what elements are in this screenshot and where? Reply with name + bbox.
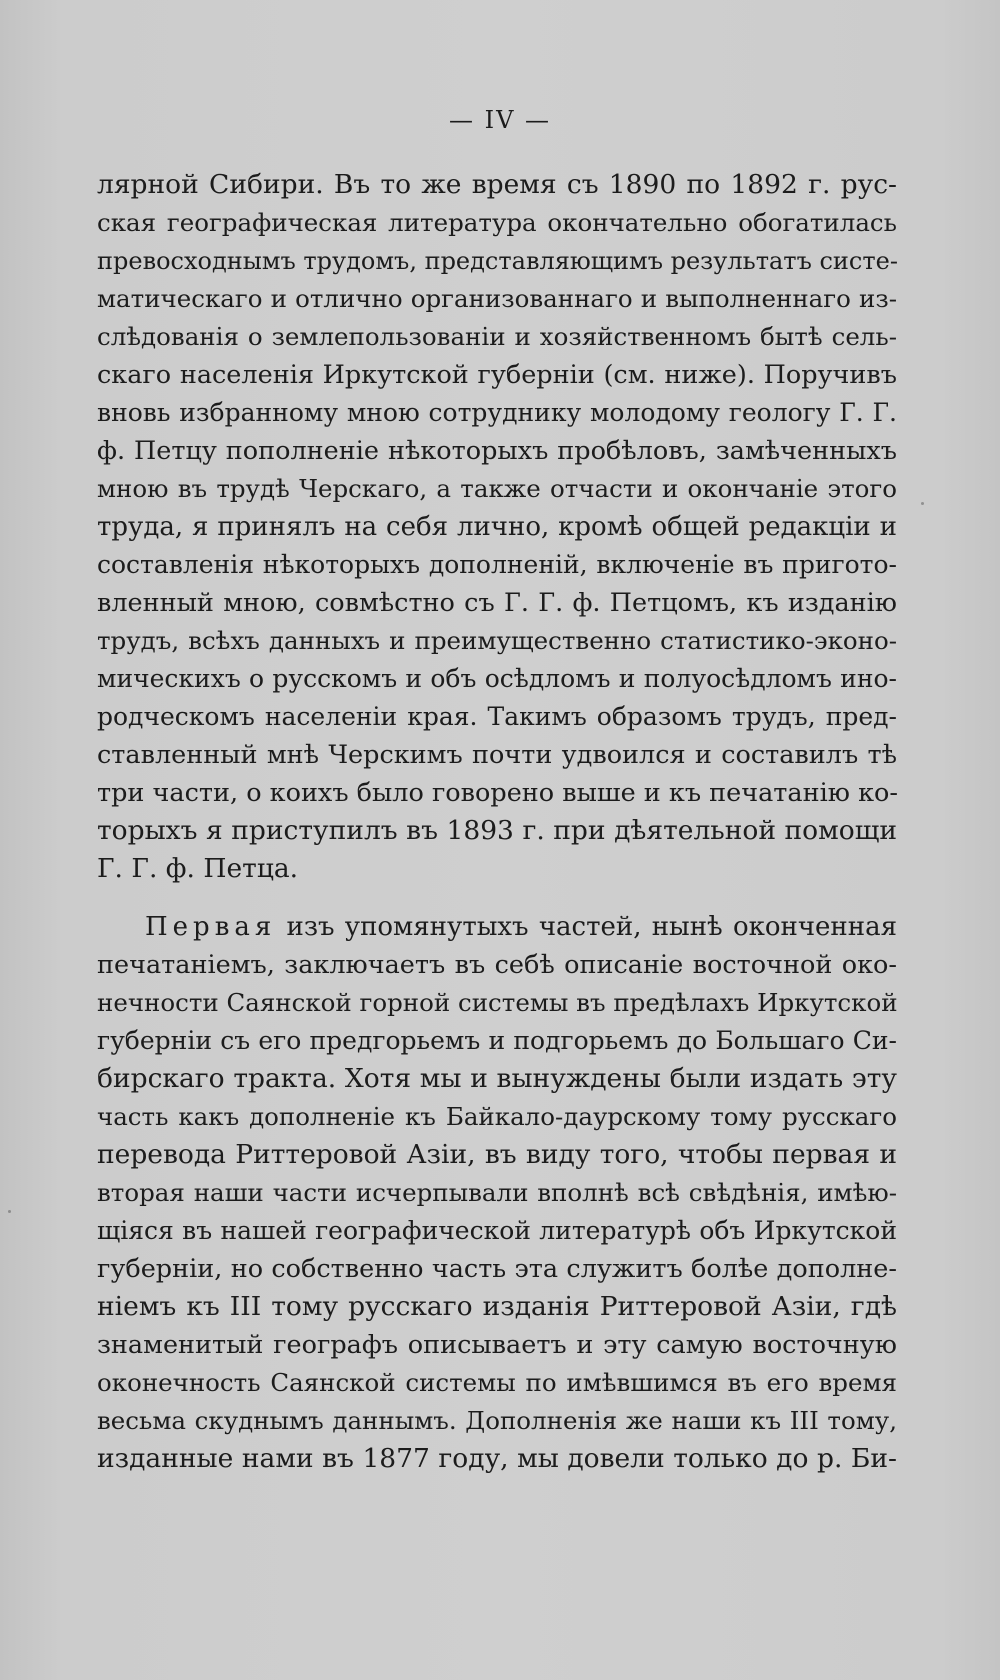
text-line: оконечность Саянской системы по имѣвшимся въ его время [97, 1368, 897, 1397]
text-line: губерніи, но собственно часть эта служитъ болѣе дополне- [97, 1254, 897, 1284]
text-line: изданные нами въ 1877 году, мы довели только до р. Би- [97, 1443, 897, 1474]
text-line: родческомъ населеніи края. Такимъ образомъ трудъ, пред- [97, 702, 897, 731]
text-line: трудъ, всѣхъ данныхъ и преимущественно статистико-эконо- [97, 626, 897, 655]
text-line: составленія нѣкоторыхъ дополненій, включеніе въ пригото- [97, 550, 897, 579]
paragraph-gap [97, 888, 897, 908]
first-line-rest: изъ упомянутыхъ частей, нынѣ оконченная [276, 912, 897, 942]
text-line: ставленный мнѣ Черскимъ почти удвоился и составилъ тѣ [97, 740, 897, 770]
text-line: превосходнымъ трудомъ, представляющимъ результатъ систе- [97, 247, 898, 275]
paragraph-1 [97, 166, 897, 888]
text-line: губерніи съ его предгорьемъ и подгорьемъ до Большаго Си- [97, 1026, 897, 1055]
paper-speck [8, 1210, 11, 1213]
text-line: ніемъ къ III тому русскаго изданія Риттеровой Азіи, гдѣ [97, 1291, 897, 1322]
text-line: Г. Г. ф. Петца. [97, 853, 299, 884]
text-line: щіяся въ нашей географической литературѣ объ Иркутской [97, 1216, 897, 1245]
text-line: торыхъ я приступилъ въ 1893 г. при дѣятельной помощи [97, 815, 897, 846]
text-line: ская географическая литература окончательно обогатилась [97, 208, 897, 237]
paper-speck [921, 502, 924, 505]
text-line: нечности Саянской горной системы въ предѣлахъ Иркутской [97, 988, 898, 1017]
paragraph-2 [97, 908, 897, 1478]
text-line: часть какъ дополненіе къ Байкало-даурскому тому русскаго [97, 1102, 897, 1131]
text-line: скаго населенія Иркутской губерніи (см. ниже). Поручивъ [97, 360, 897, 390]
text-line: слѣдованія о землепользованіи и хозяйственномъ бытѣ сель- [97, 322, 897, 351]
text-line: весьма скуднымъ даннымъ. Дополненія же наши къ III тому, [97, 1406, 897, 1435]
text-line: бирскаго тракта. Хотя мы и вынуждены были издать эту [97, 1063, 897, 1094]
text-line: мическихъ о русскомъ и объ осѣдломъ и полуосѣдломъ ино- [97, 664, 897, 693]
text-line: труда, я принялъ на себя лично, кромѣ общей редакціи и [97, 512, 897, 542]
text-line: три части, о коихъ было говорено выше и къ печатанію ко- [97, 778, 898, 808]
text-line: лярной Сибири. Въ то же время съ 1890 по 1892 г. рус- [97, 169, 897, 200]
text-line: матическаго и отлично организованнаго и выполненнаго из- [97, 284, 897, 313]
text-line: вновь избранному мною сотруднику молодому геологу Г. Г. [97, 398, 897, 427]
spaced-first-word: Первая [145, 912, 277, 942]
text-line: мною въ трудѣ Черскаго, а также отчасти и окончаніе этого [97, 474, 897, 503]
text-line: знаменитый географъ описываетъ и эту самую восточную [97, 1330, 897, 1360]
text-line: печатаніемъ, заключаетъ въ себѣ описаніе восточной око- [97, 950, 897, 980]
body-text [97, 166, 897, 1478]
text-line: вленный мною, совмѣстно съ Г. Г. ф. Петцомъ, къ изданію [97, 588, 897, 618]
text-line: вторая наши части исчерпывали вполнѣ всѣ свѣдѣнія, имѣю- [97, 1178, 897, 1207]
text-line: ф. Петцу пополненіе нѣкоторыхъ пробѣловъ, замѣченныхъ [97, 436, 897, 466]
text-line: перевода Риттеровой Азіи, въ виду того, чтобы первая и [97, 1139, 897, 1170]
running-head-page-number: — IV — [448, 106, 552, 134]
text-line-first [97, 908, 897, 946]
